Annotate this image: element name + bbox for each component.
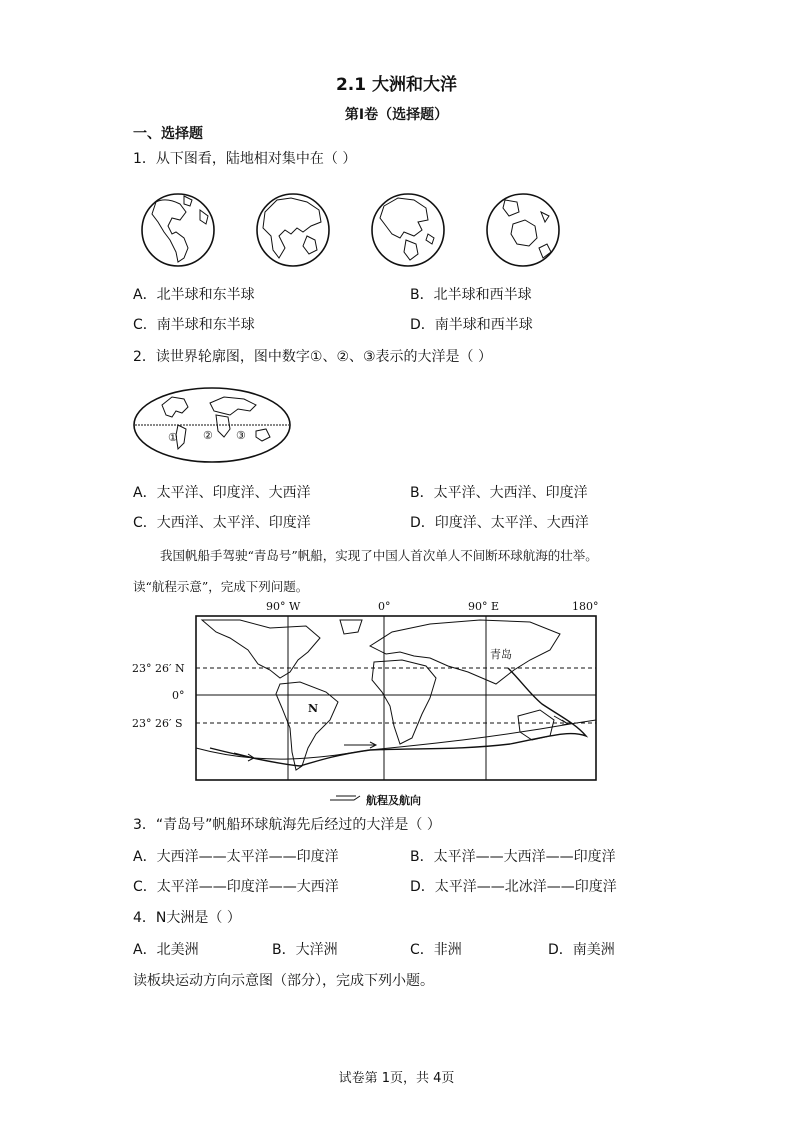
question-4-stem: 4．N大洲是（ ） <box>133 910 241 926</box>
eurasia-shape <box>370 620 560 684</box>
question-1-option-a[interactable]: A．北半球和东半球 <box>133 287 255 303</box>
hemisphere-globes-figure <box>130 185 570 275</box>
voyage-route-map <box>130 598 610 813</box>
globe-1-image <box>142 194 214 266</box>
passage-line-1: 我国帆船手驾驶“青岛号”帆船，实现了中国人首次单人不间断环球航海的壮举。 <box>160 548 598 563</box>
page-title: 2.1 大洲和大洋 <box>335 75 458 95</box>
latitude-label-equator: 0° <box>172 689 185 702</box>
legend-arrow-icon <box>330 796 360 800</box>
question-3-option-a[interactable]: A．大西洋——太平洋——印度洋 <box>133 849 339 865</box>
section-heading: 一、选择题 <box>133 126 203 142</box>
page-footer: 试卷第 1页，共 4页 <box>338 1071 455 1086</box>
africa-shape <box>372 660 436 744</box>
voyage-route-line <box>210 668 586 766</box>
question-1-option-c[interactable]: C．南半球和东半球 <box>133 317 255 333</box>
ocean-label-3: ③ <box>236 429 246 442</box>
question-1-option-b[interactable]: B．北半球和西半球 <box>410 287 532 303</box>
passage-line-2: 读“航程示意”，完成下列问题。 <box>133 579 309 594</box>
ocean-label-2: ② <box>203 429 213 442</box>
question-4-option-a[interactable]: A．北美洲 <box>133 942 199 958</box>
latitude-label-tropic-south: 23° 26′ S <box>132 717 183 730</box>
greenland-shape <box>340 620 362 634</box>
question-3-option-c[interactable]: C．太平洋——印度洋——大西洋 <box>133 879 339 895</box>
longitude-label-90w: 90° W <box>266 600 301 613</box>
question-2-stem: 2．读世界轮廓图，图中数字①、②、③表示的大洋是（ ） <box>133 349 493 365</box>
globe-2-image <box>257 194 329 266</box>
qingdao-label: 青岛 <box>490 648 512 661</box>
question-4-option-d[interactable]: D．南美洲 <box>548 942 615 958</box>
question-4-option-c[interactable]: C．非洲 <box>410 942 462 958</box>
legend-label: 航程及航向 <box>366 794 421 807</box>
question-2-option-d[interactable]: D．印度洋、太平洋、大西洋 <box>410 515 589 531</box>
ocean-label-1: ① <box>168 431 178 444</box>
question-3-stem: 3．“青岛号”帆船环球航海先后经过的大洋是（ ） <box>133 817 441 833</box>
question-1-option-d[interactable]: D．南半球和西半球 <box>410 317 533 333</box>
question-2-option-c[interactable]: C．大西洋、太平洋、印度洋 <box>133 515 311 531</box>
continent-n-label: N <box>308 702 319 715</box>
north-america-shape <box>202 620 320 678</box>
question-4-option-b[interactable]: B．大洋洲 <box>272 942 338 958</box>
longitude-label-0: 0° <box>378 600 391 613</box>
closing-instruction: 读板块运动方向示意图（部分），完成下列小题。 <box>133 973 434 989</box>
volume-subtitle: 第Ⅰ卷（选择题） <box>344 107 449 123</box>
longitude-label-180: 180° <box>572 600 599 613</box>
question-3-option-d[interactable]: D．太平洋——北冰洋——印度洋 <box>410 879 617 895</box>
route-arrow-3 <box>554 716 568 725</box>
australia-shape <box>518 710 554 740</box>
question-2-option-a[interactable]: A．太平洋、印度洋、大西洋 <box>133 485 311 501</box>
globe-3-image <box>372 194 444 266</box>
latitude-label-tropic-north: 23° 26′ N <box>132 662 185 675</box>
world-outline-map <box>132 385 292 465</box>
longitude-label-90e: 90° E <box>468 600 500 613</box>
route-arrow-2 <box>344 742 376 748</box>
question-1-stem: 1．从下图看，陆地相对集中在（ ） <box>133 151 357 167</box>
globe-4-image <box>487 194 559 266</box>
question-2-option-b[interactable]: B．太平洋、大西洋、印度洋 <box>410 485 588 501</box>
question-3-option-b[interactable]: B．太平洋——大西洋——印度洋 <box>410 849 616 865</box>
